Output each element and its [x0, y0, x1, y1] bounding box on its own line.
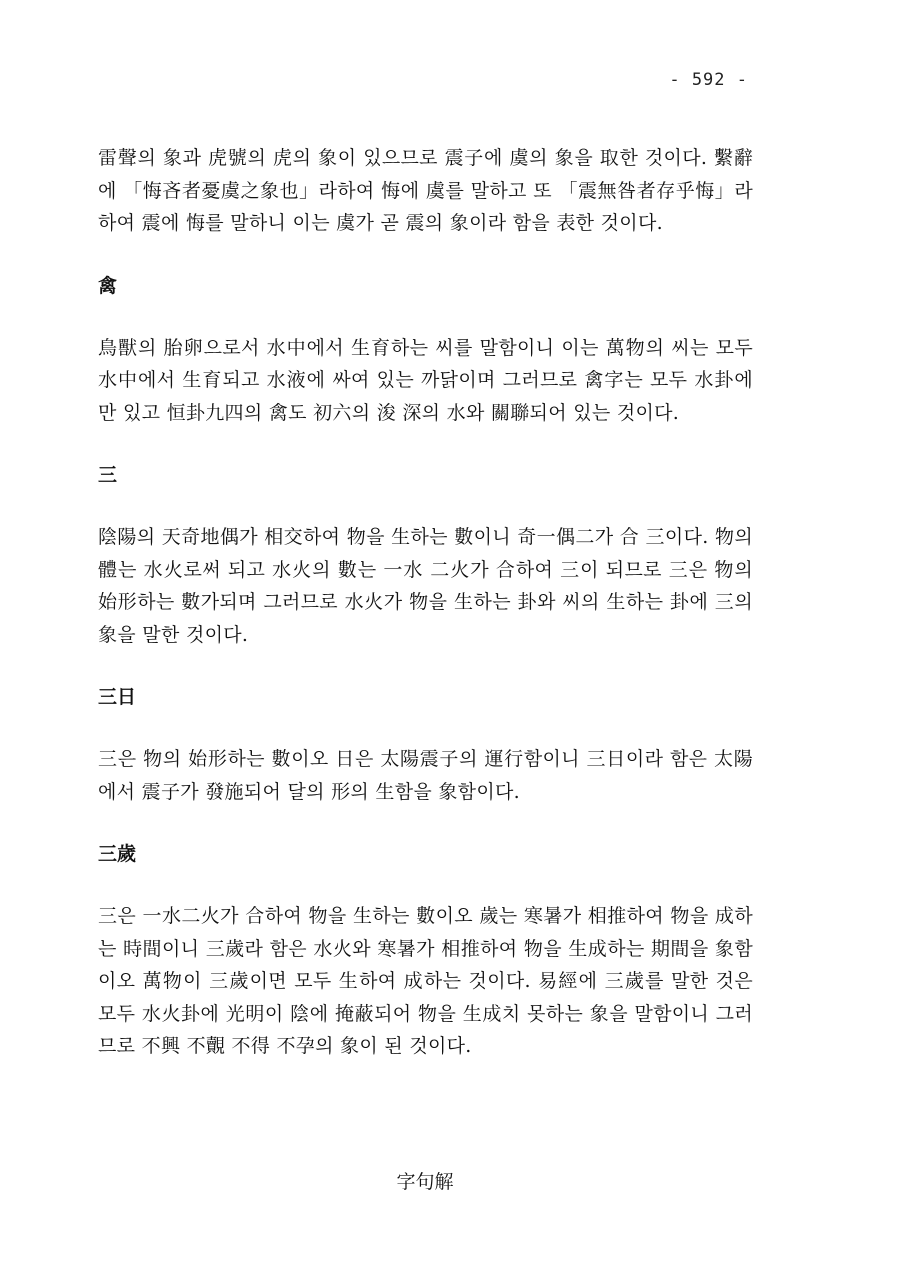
- paragraph-禽: 鳥獸의 胎卵으로서 水中에서 生育하는 씨를 말함이니 이는 萬物의 씨는 모두 水中에서 生育되고 水液에 싸여 있는 까닭이며 그러므로 禽字는 모두 水卦에만 있고 恒卦九四의 禽도 初六의 浚 深의 水와 關聯되어 있는 것이다.: [98, 336, 753, 424]
- paragraph-intro: 雷聲의 象과 虎號의 虎의 象이 있으므로 震子에 虞의 象을 取한 것이다. 繫辭에 「悔吝者憂虞之象也」라하여 悔에 虞를 말하고 또 「震無咎者存乎悔」라하여 震에 悔를 말하니 이는 虞가 곧 震의 象이라 함을 表한 것이다.: [98, 147, 753, 234]
- heading-三: 三: [98, 464, 118, 486]
- heading-禽: 禽: [98, 274, 118, 297]
- page-footer-title: 字句解: [396, 1171, 454, 1193]
- heading-三日: 三日: [98, 686, 137, 708]
- paragraph-三: 陰陽의 天奇地偶가 相交하여 物을 生하는 數이니 奇一偶二가 合 三이다. 物의 體는 水火로써 되고 水火의 數는 一水 二火가 合하여 三이 되므로 三은 物의 始形하는 數가되며 그러므로 水火가 物을 生하는 卦와 씨의 生하는 卦에 三의 象을 말한 것이다.: [98, 526, 753, 646]
- document-body: [98, 142, 753, 1063]
- paragraph-三日: 三은 物의 始形하는 數이오 日은 太陽震子의 運行함이니 三日이라 함은 太陽에서 震子가 發施되어 달의 形의 生함을 象함이다.: [98, 748, 753, 803]
- paragraph-三歲: 三은 一水二火가 合하여 物을 生하는 數이오 歲는 寒暑가 相推하여 物을 成하는 時間이니 三歲라 함은 水火와 寒暑가 相推하여 物을 生成하는 期間을 象함이오 萬物이 三歲이면 모두 生하여 成하는 것이다. 易經에 三歲를 말한 것은 모두 水火卦에 光明이 陰에 掩蔽되어 物을 生成치 못하는 象을 말함이니 그러므로 不興 不覿 不得 不孕의 象이 된 것이다.: [98, 905, 753, 1057]
- page-number: - 592 -: [669, 70, 748, 90]
- heading-三歲: 三歲: [98, 843, 137, 865]
